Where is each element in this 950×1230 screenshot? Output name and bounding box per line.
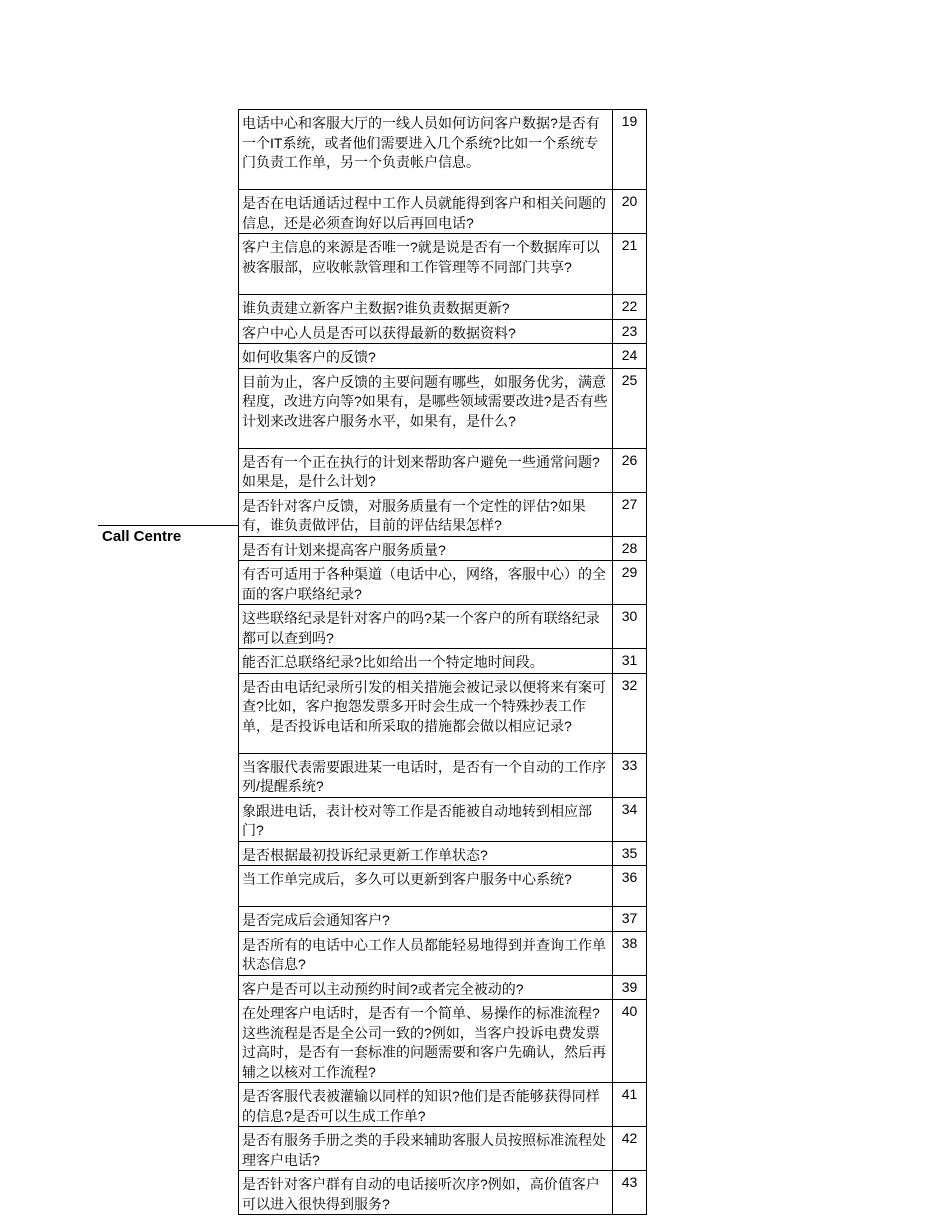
question-text-content: 客户主信息的来源是否唯一?就是说是否有一个数据库可以被客服部，应收帐款管理和工作管理等不同部门共享? <box>242 239 600 275</box>
question-number: 24 <box>613 344 647 369</box>
question-number: 20 <box>613 190 647 234</box>
question-text-content: 是否有一个正在执行的计划来帮助客户避免一些通常问题?如果是，是什么计划? <box>242 453 600 489</box>
question-number: 42 <box>613 1127 647 1171</box>
question-text <box>239 1083 613 1127</box>
question-number: 30 <box>613 605 647 649</box>
question-row <box>239 234 647 295</box>
question-text-content: 象跟进电话，表计校对等工作是否能被自动地转到相应部门? <box>242 802 592 838</box>
question-text <box>239 561 613 605</box>
question-number: 37 <box>613 907 647 932</box>
question-text <box>239 190 613 234</box>
question-row <box>239 536 647 561</box>
question-text-content: 客户是否可以主动预约时间?或者完全被动的? <box>242 980 524 997</box>
question-table <box>238 109 647 1215</box>
question-text-content: 如何收集客户的反馈? <box>242 349 376 365</box>
question-row <box>239 753 647 797</box>
question-text-content: 当工作单完成后，多久可以更新到客户服务中心系统? <box>242 871 572 887</box>
question-text-content: 是否由电话纪录所引发的相关措施会被记录以便将来有案可查?比如，客户抱怨发票多开时会生成一个特殊抄表工作单，是否投诉电话和所采取的措施都会做以相应记录? <box>242 678 606 734</box>
question-row <box>239 605 647 649</box>
question-row <box>239 673 647 753</box>
question-row <box>239 866 647 907</box>
question-text-content: 是否客服代表被灌输以同样的知识?他们是否能够获得同样的信息?是否可以生成工作单? <box>242 1088 600 1124</box>
question-number: 35 <box>613 841 647 866</box>
question-row <box>239 492 647 536</box>
question-text <box>239 866 613 907</box>
question-text <box>239 797 613 841</box>
question-text <box>239 319 613 344</box>
question-row <box>239 1083 647 1127</box>
question-text-content: 是否有计划来提高客户服务质量? <box>242 541 446 558</box>
question-text-content: 是否根据最初投诉纪录更新工作单状态? <box>242 846 488 863</box>
question-row <box>239 1127 647 1171</box>
question-number: 38 <box>613 931 647 975</box>
question-number: 36 <box>613 866 647 907</box>
question-text-content: 当客服代表需要跟进某一电话时，是否有一个自动的工作序列/提醒系统? <box>242 758 606 794</box>
question-row <box>239 344 647 369</box>
question-text-content: 是否所有的电话中心工作人员都能轻易地得到并查询工作单状态信息? <box>242 936 606 972</box>
question-text-content: 有否可适用于各种渠道（电话中心，网络，客服中心）的全面的客户联络纪录? <box>242 566 606 602</box>
question-text <box>239 975 613 1000</box>
question-row <box>239 975 647 1000</box>
question-text <box>239 605 613 649</box>
question-text <box>239 1000 613 1083</box>
question-text-content: 谁负责建立新客户主数据?谁负责数据更新? <box>242 300 510 316</box>
question-row <box>239 931 647 975</box>
question-text-content: 电话中心和客服大厅的一线人员如何访问客户数据?是否有一个IT系统，或者他们需要进入几个系统?比如一个系统专门负责工作单，另一个负责帐户信息。 <box>242 115 600 170</box>
question-text <box>239 673 613 753</box>
question-row <box>239 1000 647 1083</box>
question-text <box>239 753 613 797</box>
question-text <box>239 931 613 975</box>
question-text <box>239 344 613 369</box>
question-number: 22 <box>613 295 647 320</box>
question-text-content: 是否有服务手册之类的手段来辅助客服人员按照标准流程处理客户电话? <box>242 1132 606 1168</box>
question-text-content: 目前为止，客户反馈的主要问题有哪些，如服务优劣，满意程度，改进方向等?如果有，是哪些领域需要改进?是否有些计划来改进客户服务水平，如果有，是什么? <box>242 373 608 429</box>
question-number: 25 <box>613 368 647 448</box>
question-number: 43 <box>613 1171 647 1215</box>
question-row <box>239 797 647 841</box>
question-number: 26 <box>613 448 647 492</box>
question-text-content: 是否完成后会通知客户? <box>242 912 390 928</box>
question-row <box>239 841 647 866</box>
question-text <box>239 234 613 295</box>
question-row <box>239 1171 647 1215</box>
question-row <box>239 448 647 492</box>
question-number: 28 <box>613 536 647 561</box>
question-row <box>239 110 647 190</box>
question-text <box>239 368 613 448</box>
question-text <box>239 492 613 536</box>
question-text <box>239 295 613 320</box>
question-text <box>239 536 613 561</box>
question-text <box>239 1127 613 1171</box>
question-number: 19 <box>613 110 647 190</box>
question-text <box>239 110 613 190</box>
question-row <box>239 190 647 234</box>
question-row <box>239 561 647 605</box>
question-row <box>239 368 647 448</box>
question-text <box>239 649 613 674</box>
question-text-content: 能否汇总联络纪录?比如给出一个特定地时间段。 <box>242 654 544 670</box>
question-number: 31 <box>613 649 647 674</box>
question-number: 41 <box>613 1083 647 1127</box>
question-text <box>239 448 613 492</box>
question-text-content: 是否针对客户群有自动的电话接听次序?例如，高价值客户可以进入很快得到服务? <box>242 1176 600 1212</box>
question-row <box>239 649 647 674</box>
question-number: 33 <box>613 753 647 797</box>
question-number: 21 <box>613 234 647 295</box>
question-row <box>239 319 647 344</box>
question-number: 39 <box>613 975 647 1000</box>
question-text <box>239 841 613 866</box>
question-text-content: 是否在电话通话过程中工作人员就能得到客户和相关问题的信息，还是必须查询好以后再回电话? <box>242 195 606 231</box>
section-label: Call Centre <box>102 528 182 545</box>
question-text-content: 是否针对客户反馈，对服务质量有一个定性的评估?如果有，谁负责做评估，目前的评估结果怎样? <box>242 497 586 533</box>
question-row <box>239 295 647 320</box>
question-text-content: 这些联络纪录是针对客户的吗?某一个客户的所有联络纪录都可以查到吗? <box>242 610 600 646</box>
section-divider <box>98 525 238 526</box>
question-text <box>239 907 613 932</box>
question-number: 27 <box>613 492 647 536</box>
question-row <box>239 907 647 932</box>
question-text <box>239 1171 613 1215</box>
question-number: 34 <box>613 797 647 841</box>
question-number: 40 <box>613 1000 647 1083</box>
question-number: 29 <box>613 561 647 605</box>
question-text-content: 在处理客户电话时，是否有一个简单、易操作的标准流程?这些流程是否是全公司一致的?例如，当客户投诉电费发票过高时，是否有一套标准的问题需要和客户先确认，然后再辅之以核对工作流程? <box>242 1005 606 1080</box>
question-number: 32 <box>613 673 647 753</box>
question-text-content: 客户中心人员是否可以获得最新的数据资料? <box>242 324 516 341</box>
question-number: 23 <box>613 319 647 344</box>
